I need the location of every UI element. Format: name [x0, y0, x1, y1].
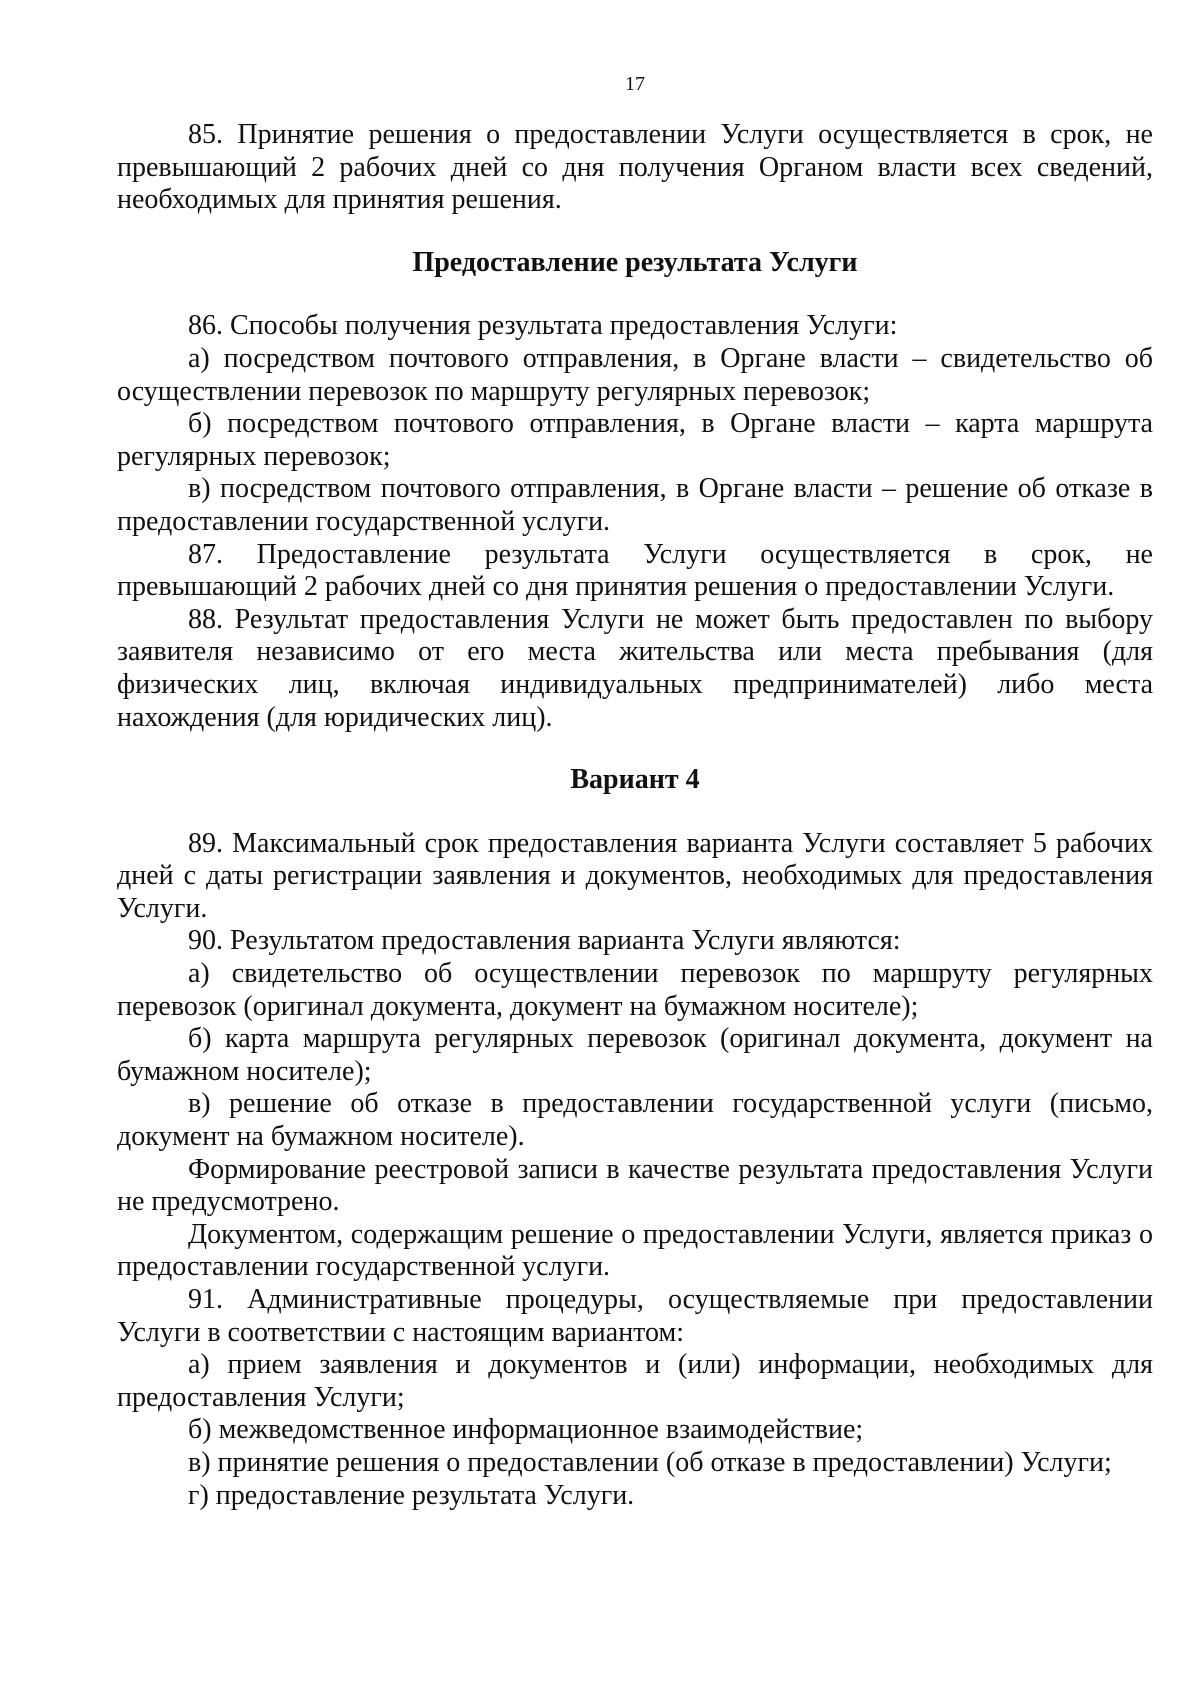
paragraph-90-d: Формирование реестровой записи в качестве результата предоставления Услуги не предусмотрено. [117, 1153, 1153, 1218]
spacer [117, 734, 1153, 764]
spacer [117, 279, 1153, 310]
paragraph-90-e: Документом, содержащим решение о предоставлении Услуги, является приказ о предоставлении государственной услуги. [117, 1218, 1153, 1283]
section-heading-variant-4: Вариант 4 [570, 764, 700, 796]
section-heading-result: Предоставление результата Услуги [412, 246, 858, 278]
paragraph-91-b: б) межведомственное информационное взаимодействие; [188, 1414, 864, 1446]
page-number: 17 [625, 73, 645, 95]
paragraph-91-d: г) предоставление результата Услуги. [188, 1479, 635, 1511]
paragraph-86: 86. Способы получения результата предоставления Услуги: [188, 310, 898, 342]
paragraph-91-c: в) принятие решения о предоставлении (об отказе в предоставлении) Услуги; [188, 1446, 1112, 1478]
document-body [117, 119, 1153, 1512]
paragraph-89: 89. Максимальный срок предоставления варианта Услуги составляет 5 рабочих дней с даты регистрации заявления и документов, необходимых для предоставления Услуги. [117, 827, 1153, 924]
spacer [117, 217, 1153, 247]
paragraph-86-c: в) посредством почтового отправления, в Органе власти – решение об отказе в предоставлении государственной услуги. [117, 473, 1153, 537]
paragraph-91: 91. Административные процедуры, осуществляемые при предоставлении Услуги в соответствии с настоящим вариантом: [117, 1284, 1153, 1348]
paragraph-90-b: б) карта маршрута регулярных перевозок (оригинал документа, документ на бумажном носителе); [117, 1023, 1153, 1087]
paragraph-85: 85. Принятие решения о предоставлении Услуги осуществляется в срок, не превышающий 2 рабочих дней со дня получения Органом власти всех сведений, необходимых для принятия решения. [117, 119, 1153, 216]
paragraph-86-b: б) посредством почтового отправления, в Органе власти – карта маршрута регулярных перевозок; [117, 408, 1153, 472]
paragraph-88: 88. Результат предоставления Услуги не может быть предоставлен по выбору заявителя независимо от его места жительства или места пребывания (для физических лиц, включая индивидуальных предпринимателей) либо места нахождения (для юридических лиц). [117, 603, 1153, 733]
paragraph-91-a: а) прием заявления и документов и (или) информации, необходимых для предоставления Услуги; [117, 1349, 1153, 1413]
paragraph-90: 90. Результатом предоставления варианта Услуги являются: [188, 925, 901, 957]
paragraph-86-a: а) посредством почтового отправления, в Органе власти – свидетельство об осуществлении перевозок по маршруту регулярных перевозок; [117, 342, 1153, 407]
spacer [117, 797, 1153, 828]
paragraph-90-c: в) решение об отказе в предоставлении государственной услуги (письмо, документ на бумажном носителе). [117, 1088, 1153, 1153]
paragraph-87: 87. Предоставление результата Услуги осуществляется в срок, не превышающий 2 рабочих дней со дня принятия решения о предоставлении Услуги. [117, 538, 1153, 603]
paragraph-90-a: а) свидетельство об осуществлении перевозок по маршруту регулярных перевозок (оригинал документа, документ на бумажном носителе); [117, 958, 1153, 1022]
